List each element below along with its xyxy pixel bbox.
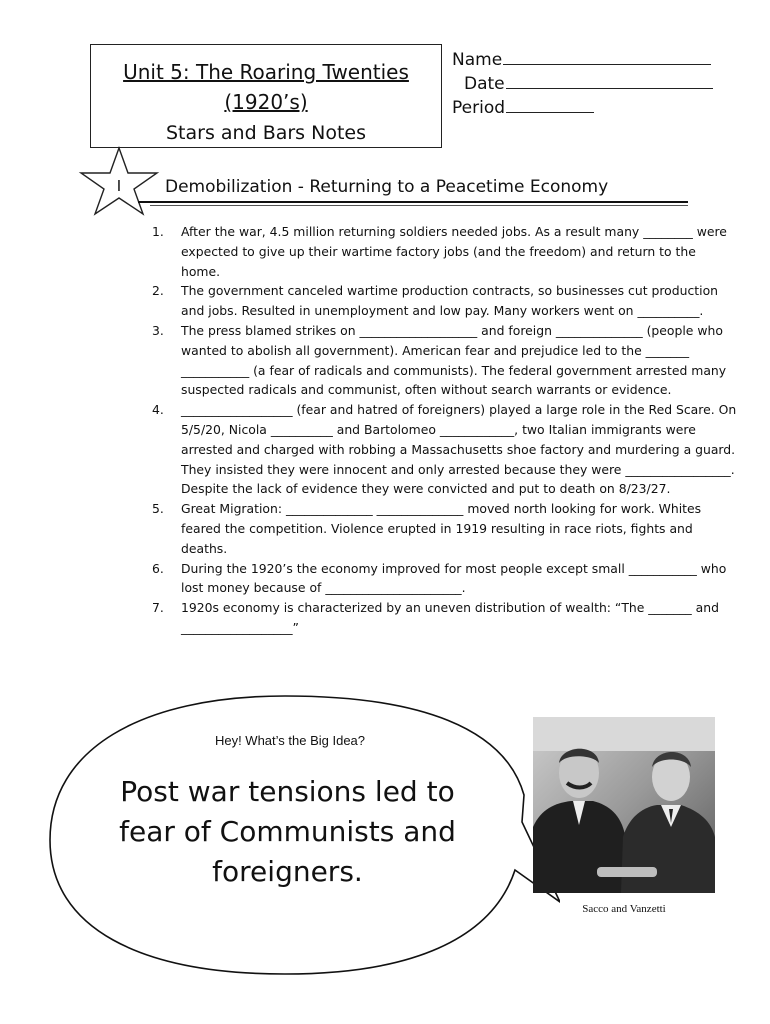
period-blank[interactable] (506, 96, 594, 113)
note-item (152, 598, 737, 638)
sacco-vanzetti-photo (533, 717, 715, 893)
note-number: 3. (152, 322, 164, 338)
note-text: After the war, 4.5 million returning soldiers needed jobs. As a result many ________ were expected to give up their wartime factory jobs (and the freedom) and return to the home. (181, 224, 727, 279)
note-item (152, 400, 737, 499)
note-item (152, 281, 737, 321)
notes-list (152, 222, 737, 638)
note-number: 1. (152, 224, 164, 239)
name-label: Name (452, 50, 503, 70)
heading-rule (138, 201, 688, 203)
note-number: 5. (152, 501, 164, 517)
note-number: 6. (152, 560, 164, 576)
notes-subtitle: Stars and Bars Notes (166, 122, 366, 144)
note-text: During the 1920’s the economy improved for most people except small ___________ who lost money because of ______________________. (181, 560, 727, 596)
period-field[interactable] (452, 96, 713, 120)
note-item (152, 499, 737, 558)
note-item (152, 321, 737, 400)
note-number: 7. (152, 600, 164, 616)
date-blank[interactable] (506, 72, 713, 89)
note-text: __________________ (fear and hatred of foreigners) played a large role in the Red Scare. On 5/5/20, Nicola __________ and Bartolomeo ____________, two Italian immigrants were arrested and charged with robbing a Massachusetts shoe factory and murdering a guard. They insisted they were innocent and only arrested because they were _________________. Despite the lack of evidence they were convicted and put to death on 8/23/27. (181, 402, 737, 497)
note-item (152, 559, 737, 599)
note-text: The government canceled wartime production contracts, so businesses cut production and jobs. Resulted in unemployment and low pay. Many workers went on __________. (181, 283, 719, 319)
big-idea-prompt: Hey! What’s the Big Idea? (214, 733, 366, 748)
date-label: Date (464, 74, 505, 94)
section-heading: Demobilization - Returning to a Peacetime Economy (165, 177, 609, 197)
heading-rule-secondary (150, 205, 688, 206)
title-box (90, 44, 442, 148)
date-field[interactable] (452, 72, 713, 96)
big-idea-statement: Post war tensions led to fear of Communists and foreigners. (119, 775, 456, 888)
note-text: Great Migration: ______________ ______________ moved north looking for work. Whites feared the competition. Violence erupted in 1919 resulting in race riots, fights and deaths. (181, 501, 702, 556)
note-number: 4. (152, 402, 164, 418)
unit-years: (1920’s) (224, 90, 308, 114)
student-info (452, 48, 713, 120)
section-numeral: I (116, 177, 122, 195)
note-text: 1920s economy is characterized by an uneven distribution of wealth: “The _______ and __________________” (181, 600, 719, 635)
note-item (152, 222, 737, 281)
photo-caption: Sacco and Vanzetti (582, 903, 666, 915)
name-field[interactable] (452, 48, 713, 72)
note-number: 2. (152, 283, 164, 299)
note-text: The press blamed strikes on ___________________ and foreign ______________ (people who wanted to abolish all government). American fear and prejudice led to the _______ ___________ (a fear of radicals and communists). The federal government arrested many suspected radicals and communist, often without search warrants or evidence. (181, 322, 727, 398)
unit-title: Unit 5: The Roaring Twenties (123, 60, 409, 84)
period-label: Period (452, 98, 506, 118)
name-blank[interactable] (503, 48, 711, 65)
